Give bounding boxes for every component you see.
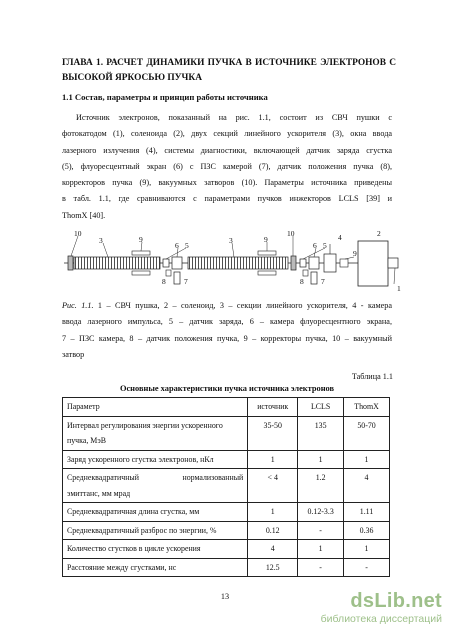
fig-label-8b: 8 <box>300 277 304 286</box>
linac-section-1 <box>74 257 160 269</box>
bpm-8b <box>303 270 308 276</box>
value-cell: 1.2 <box>298 469 344 503</box>
header-thomx: ThomX <box>344 398 390 417</box>
fig-label-7a: 7 <box>184 277 188 286</box>
param-cell: Среднеквадратичный разброс по энергии, % <box>63 521 248 540</box>
value-cell: 50-70 <box>344 416 390 450</box>
caption-line: 7 – ПЗС камера, 8 – датчик положения пучка, 9 – корректоры пучка, 10 – вакуумный <box>62 333 392 343</box>
header-lcls: LCLS <box>298 398 344 417</box>
paragraph-line: лазерного излучения (4), системы диагностики, включающей датчик заряда сгустка <box>62 145 392 155</box>
header-param: Параметр <box>63 398 248 417</box>
value-cell: 1 <box>298 450 344 469</box>
paragraph-line: корректоров пучка (9), вакуумных затворов (10). Параметры источника приведены <box>62 178 392 188</box>
fig-label-1: 1 <box>397 284 401 293</box>
param-cell: Заряд ускоренного сгустка электронов, нКл <box>63 450 248 469</box>
fig-label-9a: 9 <box>139 235 143 244</box>
param-cell <box>63 469 248 503</box>
table-row <box>63 450 390 469</box>
fig-label-5a: 5 <box>185 241 189 250</box>
charge-sensor-5b <box>300 259 306 267</box>
fig-label-3b: 3 <box>229 236 233 245</box>
ccd-camera-7b <box>311 272 317 284</box>
table-title: Основные характеристики пучка источника электронов <box>119 384 335 393</box>
charge-sensor-5a <box>163 259 169 267</box>
value-cell: 1 <box>298 540 344 559</box>
watermark-logo[interactable]: dsLib.net <box>350 590 442 612</box>
value-cell: 35-50 <box>248 416 298 450</box>
value-cell: - <box>344 558 390 577</box>
paragraph-line: в табл. 1.1, где сравниваются с параметрами пучков инжекторов LCLS [39] и <box>62 194 392 204</box>
fig-label-9c: 9 <box>353 249 357 258</box>
param-line: Интервал регулирования энергии ускоренного <box>67 420 223 430</box>
fig-label-7b: 7 <box>321 277 325 286</box>
fig-label-6a: 6 <box>175 241 179 250</box>
param-line: эмиттанс, мм мрад <box>67 488 131 498</box>
fig-label-9b: 9 <box>264 235 268 244</box>
table-row <box>63 521 390 540</box>
caption-line <box>62 298 392 314</box>
solenoid-2 <box>358 241 388 286</box>
param-cell: Расстояние между сгустками, нс <box>63 558 248 577</box>
value-cell: 12.5 <box>248 558 298 577</box>
caption-line: затвор <box>62 349 85 359</box>
caption-prefix: Рис. 1.1. <box>62 301 94 310</box>
fig-label-2: 2 <box>377 229 381 238</box>
param-cell: Количество сгустков в цикле ускорения <box>63 540 248 559</box>
paragraph-line: Источник электронов, показанный на рис. 1.1, состоит из СВЧ пушки с <box>76 113 392 122</box>
paragraph-line: фотокатодом (1), соленоида (2), двух секций линейного ускорителя (3), окна ввода <box>62 129 392 139</box>
table-header-row <box>63 398 390 417</box>
fig-label-3a: 3 <box>99 236 103 245</box>
parameters-table <box>62 397 390 577</box>
table-row <box>63 416 390 450</box>
value-cell: 1 <box>344 540 390 559</box>
caption-text: 1 – СВЧ пушка, 2 – соленоид, 3 – секции линейного ускорителя, 4 - камера <box>93 301 392 310</box>
corrector-9a-bottom <box>132 271 150 275</box>
vacuum-valve-middle <box>291 256 296 270</box>
table-row <box>63 540 390 559</box>
fig-label-6b: 6 <box>313 241 317 250</box>
fig-label-10b: 10 <box>287 229 295 238</box>
fig-label-4: 4 <box>338 233 342 242</box>
value-cell: 4 <box>344 469 390 503</box>
ccd-camera-7a <box>174 272 180 284</box>
value-cell: - <box>298 521 344 540</box>
value-cell: 4 <box>248 540 298 559</box>
table-number: Таблица 1.1 <box>351 372 393 381</box>
caption-line: ввода лазерного импульса, 5 – датчик заряда, 6 – камера флуоресцентного экрана, <box>62 317 392 327</box>
body-paragraph <box>62 110 392 224</box>
value-cell: 1.11 <box>344 503 390 522</box>
value-cell: - <box>298 558 344 577</box>
laser-window-4 <box>324 254 336 272</box>
rf-gun-1 <box>388 258 398 268</box>
table-row <box>63 558 390 577</box>
linac-section-2 <box>188 257 288 269</box>
vacuum-valve-left <box>68 256 73 270</box>
watermark[interactable] <box>321 590 442 626</box>
value-cell: 1 <box>248 503 298 522</box>
corrector-9b-bottom <box>258 271 276 275</box>
corrector-9a <box>132 251 150 255</box>
param-line: Среднеквадратичный нормализованный <box>67 473 244 482</box>
figure-caption <box>62 298 392 363</box>
fig-label-5b: 5 <box>323 241 327 250</box>
param-line: пучка, МэВ <box>67 436 106 445</box>
value-cell: 0.36 <box>344 521 390 540</box>
screen-chamber-6b <box>309 257 319 269</box>
param-cell: Среднеквадратичная длина сгустка, мм <box>63 503 248 522</box>
value-cell: 135 <box>298 416 344 450</box>
value-cell: 0.12 <box>248 521 298 540</box>
value-cell: 1 <box>344 450 390 469</box>
value-cell: < 4 <box>248 469 298 503</box>
paragraph-line: (5), флуоресцентный экран (6) с ПЗС камерой (7), датчик положения пучка (8), <box>62 161 392 171</box>
paragraph-line: ThomX [40]. <box>62 210 106 220</box>
chapter-title: ГЛАВА 1. РАСЧЕТ ДИНАМИКИ ПУЧКА В ИСТОЧНИКЕ ЭЛЕКТРОНОВ С ВЫСОКОЙ ЯРКОСЬЮ ПУЧКА <box>62 58 396 83</box>
value-cell: 0.12-3.3 <box>298 503 344 522</box>
bpm-8a <box>166 270 171 276</box>
corrector-9b <box>258 251 276 255</box>
accelerator-schematic <box>62 226 402 296</box>
param-cell <box>63 416 248 450</box>
watermark-subtitle: библиотека диссертаций <box>320 613 442 625</box>
header-source: источник <box>248 398 298 417</box>
page-number: 13 <box>220 592 230 601</box>
value-cell: 1 <box>248 450 298 469</box>
screen-chamber-6a <box>172 257 182 269</box>
table-row <box>63 503 390 522</box>
fig-label-8a: 8 <box>162 277 166 286</box>
table-row <box>63 469 390 503</box>
fig-label-10a: 10 <box>74 229 82 238</box>
section-title: 1.1 Состав, параметры и принцип работы источника <box>62 92 268 102</box>
corrector-9c <box>340 259 348 267</box>
